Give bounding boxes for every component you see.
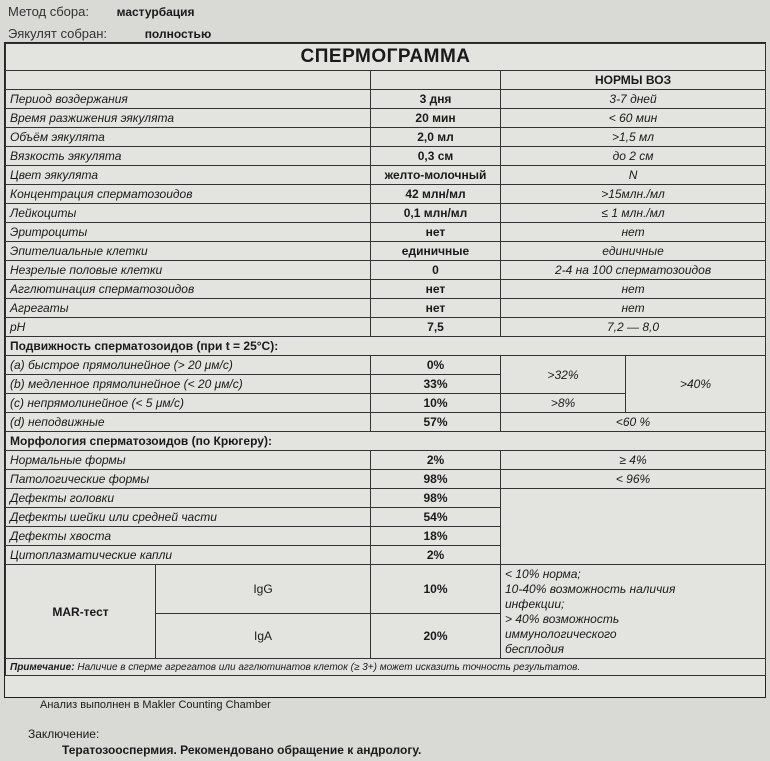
mar-norm-line: иммунологического xyxy=(505,627,617,641)
parameter-name: Цвет эякулята xyxy=(6,166,371,185)
analysis-note: Анализ выполнен в Makler Counting Chamber xyxy=(40,699,271,711)
mar-igg-label: IgG xyxy=(156,565,371,614)
collected-value: полностью xyxy=(144,27,212,41)
morphology-norm: ≥ 4% xyxy=(501,451,766,470)
section-row xyxy=(6,432,766,451)
parameter-row xyxy=(6,299,766,318)
parameter-row xyxy=(6,280,766,299)
morphology-name: Дефекты шейки или средней части xyxy=(6,508,371,527)
parameter-norm: нет xyxy=(501,223,766,242)
parameter-value: 20 мин xyxy=(371,109,501,128)
parameter-row xyxy=(6,318,766,337)
parameter-row xyxy=(6,261,766,280)
parameter-row xyxy=(6,185,766,204)
motility-norm-ab: >32% xyxy=(501,356,626,394)
morphology-value: 98% xyxy=(371,489,501,508)
motility-name: (d) неподвижные xyxy=(6,413,371,432)
motility-header: Подвижность сперматозоидов (при t = 25°C): xyxy=(6,337,766,356)
spermogram-sheet xyxy=(4,42,766,698)
parameter-name: Вязкость эякулята xyxy=(6,147,371,166)
parameter-row xyxy=(6,109,766,128)
mar-norm-line: > 40% возможность xyxy=(505,612,620,626)
mar-norm-line: 10-40% возможность наличия xyxy=(505,582,676,596)
note-row xyxy=(6,659,766,676)
parameter-norm: единичные xyxy=(501,242,766,261)
morphology-header: Морфология сперматозоидов (по Крюгеру): xyxy=(6,432,766,451)
parameter-value: желто-молочный xyxy=(371,166,501,185)
note-label: Примечание: xyxy=(10,661,75,673)
mar-iga-value: 20% xyxy=(371,614,501,659)
parameter-name: Агрегаты xyxy=(6,299,371,318)
parameter-name: Незрелые половые клетки xyxy=(6,261,371,280)
mar-row xyxy=(6,565,766,614)
parameter-norm: до 2 см xyxy=(501,147,766,166)
mar-norm-line: бесплодия xyxy=(505,642,565,656)
parameter-norm: < 60 мин xyxy=(501,109,766,128)
parameter-norm: нет xyxy=(501,299,766,318)
morphology-value: 98% xyxy=(371,470,501,489)
parameter-name: Лейкоциты xyxy=(6,204,371,223)
collected-label: Эякулят собран: xyxy=(8,26,108,41)
morphology-row xyxy=(6,489,766,508)
parameter-value: нет xyxy=(371,223,501,242)
morphology-name: Нормальные формы xyxy=(6,451,371,470)
mar-norm xyxy=(501,565,766,659)
parameter-norm: N xyxy=(501,166,766,185)
parameter-name: Время разжижения эякулята xyxy=(6,109,371,128)
motility-norm-c: >8% xyxy=(501,394,626,413)
ejaculate-collected xyxy=(8,26,211,41)
morphology-value: 2% xyxy=(371,546,501,565)
parameter-value: нет xyxy=(371,280,501,299)
morphology-name: Дефекты головки xyxy=(6,489,371,508)
parameter-value: единичные xyxy=(371,242,501,261)
parameter-row xyxy=(6,166,766,185)
page-title: СПЕРМОГРАММА xyxy=(6,44,766,71)
parameter-name: Эритроциты xyxy=(6,223,371,242)
motility-norm-abc: >40% xyxy=(626,356,766,413)
parameter-name: Период воздержания xyxy=(6,90,371,109)
motility-value: 57% xyxy=(371,413,501,432)
parameter-norm: 7,2 — 8,0 xyxy=(501,318,766,337)
conclusion-label: Заключение: xyxy=(28,727,100,741)
parameter-value: 3 дня xyxy=(371,90,501,109)
parameter-name: Объём эякулята xyxy=(6,128,371,147)
parameter-norm: нет xyxy=(501,280,766,299)
parameter-value: 0 xyxy=(371,261,501,280)
parameter-name: Эпителиальные клетки xyxy=(6,242,371,261)
parameter-norm: 2-4 на 100 сперматозоидов xyxy=(501,261,766,280)
parameter-value: 7,5 xyxy=(371,318,501,337)
motility-value: 33% xyxy=(371,375,501,394)
parameter-value: 2,0 мл xyxy=(371,128,501,147)
collection-method xyxy=(8,4,195,19)
morphology-value: 18% xyxy=(371,527,501,546)
note-row xyxy=(6,659,766,676)
conclusion-text: Тератозооспермия. Рекомендовано обращение к андрологу. xyxy=(62,743,422,757)
motility-row xyxy=(6,356,766,375)
morphology-row xyxy=(6,451,766,470)
parameter-norm: 3-7 дней xyxy=(501,90,766,109)
parameter-norm: >15млн./мл xyxy=(501,185,766,204)
results-table xyxy=(5,43,766,676)
parameter-name: Концентрация сперматозоидов xyxy=(6,185,371,204)
morphology-name: Патологические формы xyxy=(6,470,371,489)
morphology-norm: < 96% xyxy=(501,470,766,489)
section-row xyxy=(6,337,766,356)
parameter-row xyxy=(6,128,766,147)
motility-row xyxy=(6,413,766,432)
method-value: мастурбация xyxy=(116,5,195,19)
motility-name: (a) быстрое прямолинейное (> 20 μм/с) xyxy=(6,356,371,375)
motility-value: 0% xyxy=(371,356,501,375)
parameter-row xyxy=(6,204,766,223)
mar-igg-value: 10% xyxy=(371,565,501,614)
parameter-value: 0,3 см xyxy=(371,147,501,166)
parameter-row xyxy=(6,223,766,242)
mar-iga-label: IgA xyxy=(156,614,371,659)
morphology-name: Дефекты хвоста xyxy=(6,527,371,546)
motility-value: 10% xyxy=(371,394,501,413)
parameter-value: нет xyxy=(371,299,501,318)
parameter-row xyxy=(6,242,766,261)
mar-norm-line: инфекции; xyxy=(505,597,565,611)
parameter-row xyxy=(6,90,766,109)
mar-norm-line: < 10% норма; xyxy=(505,567,581,581)
morphology-value: 54% xyxy=(371,508,501,527)
morphology-value: 2% xyxy=(371,451,501,470)
parameter-name: Агглютинация сперматозоидов xyxy=(6,280,371,299)
parameter-norm: ≤ 1 млн./мл xyxy=(501,204,766,223)
note-text: Наличие в сперме агрегатов или агглютинатов клеток (≥ 3+) может исказить точность результатов. xyxy=(77,661,581,673)
parameter-value: 42 млн/мл xyxy=(371,185,501,204)
parameter-name: pH xyxy=(6,318,371,337)
norms-header: НОРМЫ ВОЗ xyxy=(501,71,766,90)
motility-name: (b) медленное прямолинейное (< 20 μм/с) xyxy=(6,375,371,394)
morphology-name: Цитоплазматические капли xyxy=(6,546,371,565)
motility-name: (c) непрямолинейное (< 5 μм/с) xyxy=(6,394,371,413)
parameter-value: 0,1 млн/мл xyxy=(371,204,501,223)
parameter-norm: >1,5 мл xyxy=(501,128,766,147)
mar-test-label: MAR-тест xyxy=(6,565,156,659)
morphology-norm-empty xyxy=(501,489,766,565)
parameter-row xyxy=(6,147,766,166)
motility-norm-d: <60 % xyxy=(501,413,766,432)
morphology-row xyxy=(6,470,766,489)
method-label: Метод сбора: xyxy=(8,4,89,19)
